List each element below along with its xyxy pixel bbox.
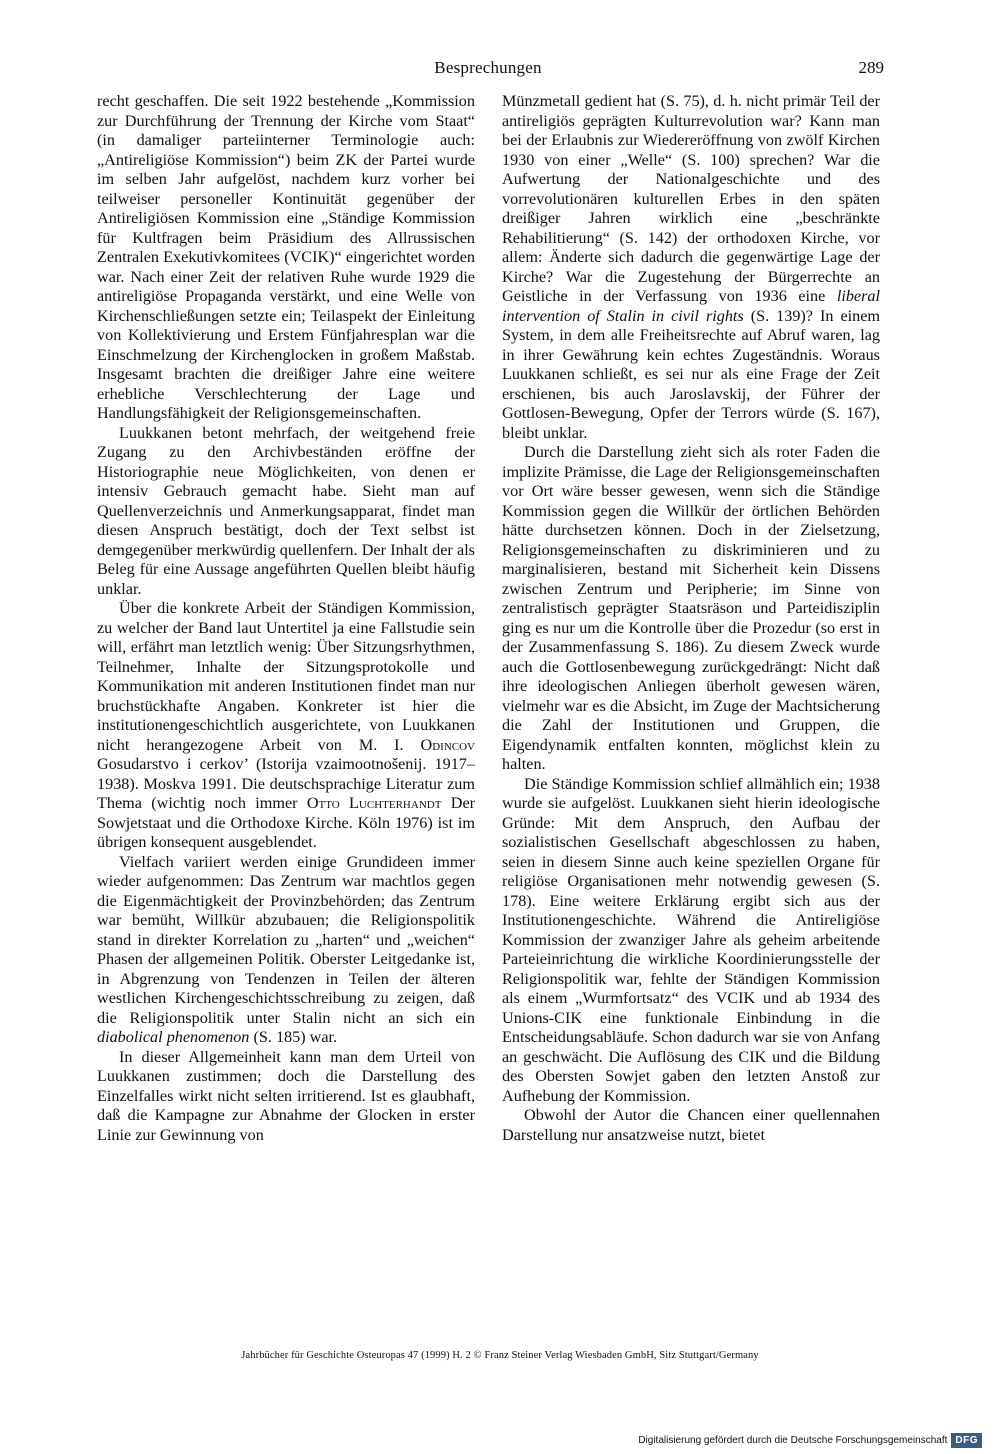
page-number: 289 bbox=[858, 58, 884, 77]
text-run: Über die konkrete Arbeit der Ständigen Kommission, zu welcher der Band laut Untertitel ja eine Fallstudie sein will, erfährt man letztlich wenig: Über Sitzungsrhythmen, Teilnehmer, Inhalte der Sitzungsprotokolle und Kommunikation mit anderen Institutionen findet man nur bruchstückhafte Angaben. Konkreter ist hier die institutionengeschichtlich ausgerichtete, von Luukkanen nicht herangezogene Arbeit von M. I. bbox=[97, 599, 475, 754]
text-run: Gosudarstvo i cerkov’ (Istorija vzaimootnošenij. 1917–1938). Moskva 1991. Die deutschsprachige Literatur zum Thema (wichtig noch immer bbox=[97, 755, 475, 812]
text-run: (S. 139)? In einem System, in dem alle Freiheitsrechte auf Abruf waren, lag in ihrer Gewährung kein echtes Zugeständnis. Woraus Luukkanen schließt, es sei nur als eine Frage der Zeit erschienen, bis auch Jaroslavskij, der Führer der Gottlosen-Bewegung, Opfer der Terrors würde (S. 167), bleibt unklar. bbox=[502, 306, 880, 442]
italic-phrase: liberal intervention of Stalin in civil rights bbox=[502, 287, 880, 325]
paragraph: In dieser Allgemeinheit kann man dem Urteil von Luukkanen zustimmen; doch die Darstellung des Einzelfalles wirkt nicht selten irritierend. Ist es glaubhaft, daß die Kampagne zur Abnahme der Glocken in erster Linie zur Gewinnung von bbox=[97, 1047, 475, 1144]
text-run: Der Sowjetstaat und die Orthodoxe Kirche. Köln 1976) ist im übrigen konsequent ausgeblendet. bbox=[97, 794, 476, 851]
italic-phrase: diabolical phenomenon bbox=[97, 1028, 250, 1046]
paragraph: recht geschaffen. Die seit 1922 bestehende „Kommission zur Durchführung der Trennung der Kirche vom Staat“ (in damaliger parteiinterner Terminologie auch: „Antireligiöse Kommission“) beim ZK der Partei wurde im selben Jahr aufgelöst, nachdem kurz vorher bei teilweiser personeller Kontinuität gegenüber der Antireligiösen Kommission eine „Ständige Kommission für Kultfragen beim Präsidium des Allrussischen Zentralen Exekutivkomitees (VCIK)“ eingerichtet worden war. Nach einer Zeit der relativen Ruhe wurde 1929 die antireligiöse Propaganda verstärkt, und eine Welle von Kirchenschließungen setzte ein; Teilaspekt der Einleitung von Kollektivierung und Erstem Fünfjahresplan war die Einschmelzung der Kirchenglocken in großem Maßstab. Insgesamt brachten die dreißiger Jahre eine weitere erhebliche Verschlechterung der Lage und Handlungsfähigkeit der Religionsgemeinschaften. bbox=[97, 92, 475, 422]
journal-citation: Jahrbücher für Geschichte Osteuropas 47 (1999) H. 2 © Franz Steiner Verlag Wiesbaden GmbH, Sitz Stuttgart/Germany bbox=[241, 1350, 759, 1361]
digitization-notice bbox=[638, 1432, 982, 1448]
left-column bbox=[97, 92, 475, 1145]
paragraph bbox=[97, 853, 475, 1048]
running-title: Besprechungen bbox=[434, 58, 542, 77]
paragraph: Die Ständige Kommission schlief allmählich ein; 1938 wurde sie aufgelöst. Luukkanen sieht hierin ideologische Gründe: Mit dem Anspruch, den Aufbau der sozialistischen Gesellschaft abgeschlossen zu haben, seien in diesem Sinne auch keine speziellen Organe für religiöse Organisationen mehr notwendig gewesen (S. 178). Eine weitere Erklärung ergibt sich aus der Institutionengeschichte. Während die Antireligiöse Kommission der zwanziger Jahre als geheim arbeitende Parteieinrichtung die wirkliche Koordinierungsstelle der Religionspolitik war, fehlte der Ständigen Kommission als einem „Wurmfortsatz“ des VCIK und ab 1934 des Unions-CIK eine funktionale Einbindung in die Entscheidungsabläufe. Schon dadurch war sie von Anfang an geschwächt. Die Auflösung des CIK und die Bildung des Obersten Sowjet gaben den letzten Anstoß zur Aufhebung der Kommission. bbox=[502, 774, 880, 1105]
paragraph: Durch die Darstellung zieht sich als roter Faden die implizite Prämisse, die Lage der Religionsgemeinschaften vor Ort wäre besser gewesen, wenn sich die Ständige Kommission gegen die Willkür der örtlichen Behörden hätte durchsetzen können. Doch in der Zielsetzung, Religionsgemeinschaften zu diskriminieren und zu marginalisieren, bestand mit Sicherheit kein Dissens zwischen Zentrum und Peripherie; im Sinne von zentralistisch geprägter Staatsräson und Parteidisziplin ging es nur um die Kontrolle über die Prozedur (so erst in der Zusammenfassung S. 186). Zu diesem Zweck wurde auch die Gottlosenbewegung zurückgedrängt: Nicht daß ihre ideologischen Anliegen überholt gewesen wären, vielmehr war es die Absicht, im Zuge der Machtsicherung die Zahl der Institutionen und Gruppen, die Eigendynamik entfalten konnten, möglichst klein zu halten. bbox=[502, 443, 880, 773]
running-header bbox=[92, 58, 884, 82]
text-run: Vielfach variiert werden einige Grundideen immer wieder aufgenommen: Das Zentrum war machtlos gegen die Eigenmächtigkeit der Provinzbehörden; das Zentrum war bemüht, Willkür abzubauen; die Religionspolitik stand in direkter Korrelation zu „harten“ und „weichen“ Phasen der allgemeinen Politik. Oberster Leitgedanke ist, in Abgrenzung von Tendenzen in Teilen der älteren westlichen Kirchengeschichtsschreibung zu zeigen, daß die Religionspolitik unter Stalin nicht an sich ein bbox=[97, 852, 475, 1027]
text-run: (S. 185) war. bbox=[249, 1028, 338, 1046]
dfg-logo-icon: DFG bbox=[951, 1433, 982, 1448]
paragraph: Obwohl der Autor die Chancen einer quellennahen Darstellung nur ansatzweise nutzt, bietet bbox=[502, 1106, 880, 1144]
author-name: Odincov bbox=[420, 735, 475, 754]
text-run: Münzmetall gedient hat (S. 75), d. h. nicht primär Teil der antireligiös geprägten Kulturrevolution war? Kann man bei der Erlaubnis zur Wiedereröffnung von zwölf Kirchen 1930 von einer „Welle“ (S. 100) sprechen? War die Aufwertung der Nationalgeschichte und des vorrevolutionären kulturellen Erbes in den späten dreißiger Jahren wirklich eine „beschränkte Rehabilitierung“ (S. 142) der orthodoxen Kirche, vor allem: Änderte sich dadurch die gegenwärtige Lage der Kirche? War die Zugestehung der Bürgerrechte an Geistliche in der Verfassung von 1936 eine bbox=[502, 92, 880, 305]
paragraph bbox=[97, 599, 475, 853]
author-name: Otto Luchterhandt bbox=[306, 794, 442, 812]
digitization-text: Digitalisierung gefördert durch die Deutsche Forschungsgemeinschaft bbox=[638, 1434, 948, 1446]
paragraph: Luukkanen betont mehrfach, der weitgehend freie Zugang zu den Archivbeständen eröffne der Historiographie neue Möglichkeiten, von denen er intensiv Gebrauch gemacht habe. Sieht man auf Quellenverzeichnis und Anmerkungsapparat, findet man diesen Anspruch bestätigt, doch der Text selbst ist demgegenüber merkwürdig quellenfern. Der Inhalt der als Beleg für eine Aussage angeführten Quellen bleibt häufig unklar. bbox=[97, 423, 475, 598]
right-column bbox=[502, 92, 880, 1145]
paragraph bbox=[502, 92, 880, 443]
